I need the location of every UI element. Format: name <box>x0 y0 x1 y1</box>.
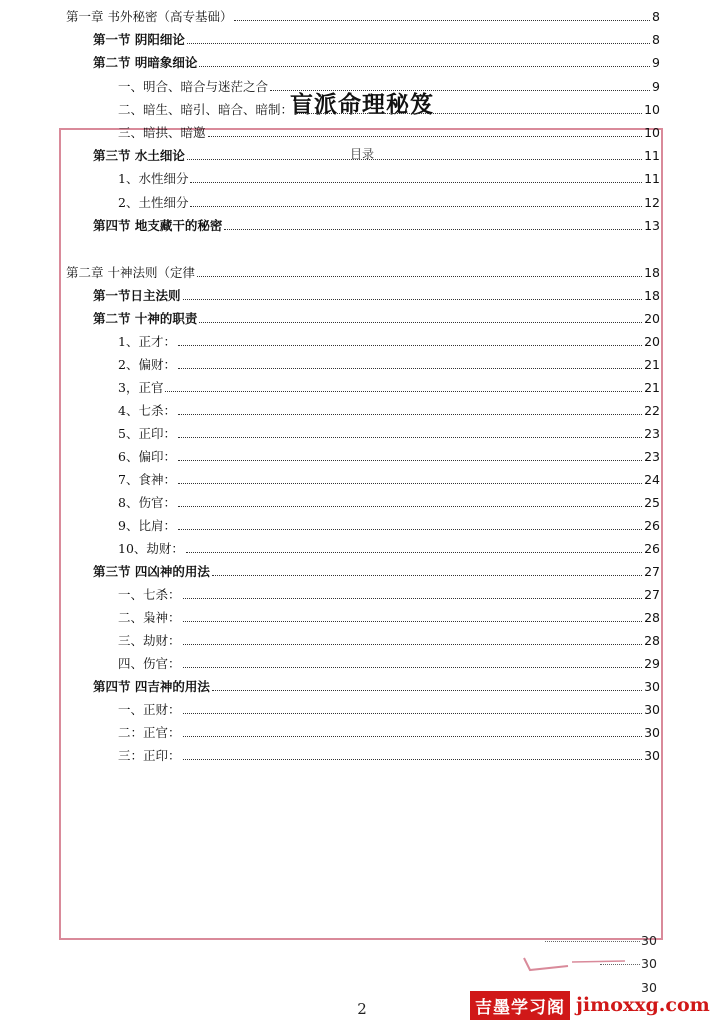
leader-dots <box>178 345 642 346</box>
toc-entry-label: 二：正官： <box>118 725 181 740</box>
leader-dots <box>183 644 643 645</box>
toc-entry-page: 28 <box>644 610 660 625</box>
toc-entry[interactable] <box>93 304 660 326</box>
toc-entry-page: 23 <box>644 449 660 464</box>
toc-entry-label: 1、正才： <box>118 334 176 349</box>
toc-entry-label: 2、土性细分 <box>118 194 189 210</box>
toc-entry-label: 第三节 水土细论 <box>93 148 185 164</box>
page-number-label: 30 <box>641 933 657 948</box>
toc-entry-label: 第一章 书外秘密（高专基础） <box>66 9 233 24</box>
toc-entry-label: 第一节 阴阳细论 <box>93 32 185 48</box>
toc-entry[interactable] <box>93 557 660 579</box>
toc-entry-label: 一、七杀： <box>118 587 181 602</box>
toc-entry[interactable] <box>93 25 660 47</box>
toc-entry[interactable] <box>93 48 660 70</box>
toc-entry-page: 20 <box>644 334 660 349</box>
toc-entry-page: 10 <box>644 101 660 117</box>
toc-entry-page: 30 <box>644 748 660 763</box>
toc-entry-label: 3，正官 <box>118 380 164 395</box>
toc-entry-page: 13 <box>644 217 660 233</box>
toc-entry[interactable] <box>118 741 660 763</box>
toc-entry-page: 22 <box>644 403 660 418</box>
toc-entry-page: 28 <box>644 633 660 648</box>
toc-entry[interactable] <box>118 188 660 210</box>
toc-entry[interactable] <box>93 281 660 303</box>
leader-dots <box>178 368 642 369</box>
toc-entry-page: 8 <box>652 32 660 48</box>
leader-dots <box>295 113 642 114</box>
leader-dots <box>545 941 640 942</box>
leader-dots <box>199 66 650 67</box>
toc-entry[interactable] <box>118 718 660 740</box>
leader-dots <box>183 759 643 760</box>
toc-entry-page: 30 <box>644 679 660 694</box>
toc-entry[interactable] <box>93 672 660 694</box>
leader-dots <box>197 276 642 277</box>
leader-dots <box>187 159 642 160</box>
toc-entry[interactable] <box>66 258 660 280</box>
toc-entry[interactable] <box>118 442 660 464</box>
leader-dots <box>234 20 650 21</box>
toc-entry-label: 第二节 明暗象细论 <box>93 55 198 71</box>
leader-dots <box>183 736 643 737</box>
toc-entry-page: 18 <box>644 288 660 303</box>
toc-entry-page: 26 <box>644 518 660 533</box>
toc-entry[interactable] <box>118 350 660 372</box>
toc-entry[interactable] <box>118 603 660 625</box>
toc-entry[interactable] <box>118 327 660 349</box>
page-number: 2 <box>357 1000 367 1018</box>
toc-entry-label: 第四节 四吉神的用法 <box>93 679 210 694</box>
toc-entry-page: 11 <box>644 148 660 164</box>
toc-entry-label: 第四节 地支藏干的秘密 <box>93 217 223 233</box>
toc-entry-label: 第二节 十神的职责 <box>93 311 198 326</box>
leader-dots <box>224 229 642 230</box>
toc-entry[interactable] <box>93 211 660 233</box>
toc-entry-page: 11 <box>644 171 660 187</box>
page-number-label: 30 <box>641 956 657 971</box>
leader-dots <box>178 437 642 438</box>
toc-entry[interactable] <box>66 2 660 24</box>
toc-entry-label: 二、暗生、暗引、暗合、暗制： <box>118 101 294 117</box>
leader-dots <box>178 483 642 484</box>
toc-entry[interactable] <box>118 373 660 395</box>
leader-dots <box>178 529 642 530</box>
toc-entry-label: 二、枭神： <box>118 610 181 625</box>
toc-entry-page: 23 <box>644 426 660 441</box>
toc-entry-page: 9 <box>652 78 660 94</box>
leader-dots <box>199 322 642 323</box>
toc-entry-label: 第一节日主法则 <box>93 288 181 303</box>
toc-entry[interactable] <box>118 72 660 94</box>
document-title: 盲派命理秘笈 <box>290 91 434 118</box>
toc-entry-page: 12 <box>644 194 660 210</box>
toc-entry-label: 9、比肩： <box>118 518 176 533</box>
leader-dots <box>212 575 642 576</box>
toc-entry-label: 2、偏财： <box>118 357 176 372</box>
leader-dots <box>190 182 642 183</box>
toc-entry[interactable] <box>118 164 660 186</box>
toc-entry[interactable] <box>118 95 660 117</box>
toc-entry-page: 27 <box>644 564 660 579</box>
leader-dots <box>183 299 643 300</box>
toc-entry-label: 三、暗拱、暗邀 <box>118 125 206 140</box>
toc-entry-label: 一、明合、暗合与迷茫之合 <box>118 78 269 94</box>
toc-entry-label: 三：正印： <box>118 748 181 763</box>
toc-entry-page: 9 <box>652 55 660 71</box>
toc-entry-page: 8 <box>652 9 660 24</box>
leader-dots <box>178 506 642 507</box>
leader-dots <box>183 621 643 622</box>
toc-entry-page: 29 <box>644 656 660 671</box>
leader-dots <box>212 690 642 691</box>
toc-entry-label: 三、劫财： <box>118 633 181 648</box>
toc-entry[interactable] <box>118 511 660 533</box>
toc-entry[interactable] <box>118 695 660 717</box>
watermark-cn: 吉墨学习阁 <box>470 991 570 1020</box>
toc-entry-page: 25 <box>644 495 660 510</box>
toc-entry-label: 四、伤官： <box>118 656 181 671</box>
toc-entry[interactable] <box>118 465 660 487</box>
toc-entry-label: 8、伤官： <box>118 495 176 510</box>
leader-dots <box>178 460 642 461</box>
page-number-label: 30 <box>641 980 657 995</box>
toc-entry[interactable] <box>118 419 660 441</box>
toc-entry[interactable] <box>118 488 660 510</box>
toc-entry-page: 30 <box>644 725 660 740</box>
toc-entry-label: 6、偏印： <box>118 449 176 464</box>
toc-entry[interactable] <box>118 649 660 671</box>
toc-entry-page: 24 <box>644 472 660 487</box>
leader-dots <box>165 391 642 392</box>
toc-entry-page: 18 <box>644 265 660 280</box>
toc-entry-label: 第三节 四凶神的用法 <box>93 564 210 579</box>
leader-dots <box>208 136 643 137</box>
toc-entry[interactable] <box>118 396 660 418</box>
leader-dots <box>187 43 650 44</box>
leader-dots <box>183 598 643 599</box>
toc-entry-page: 20 <box>644 311 660 326</box>
watermark-en: jimoxxg.com <box>576 994 710 1016</box>
toc-entry[interactable] <box>118 534 660 556</box>
toc-entry-label: 5、正印： <box>118 426 176 441</box>
toc-entry-label: 第二章 十神法则（定律 <box>66 265 195 280</box>
toc-entry-page: 26 <box>644 541 660 556</box>
toc-entry-page: 30 <box>644 702 660 717</box>
leader-dots <box>183 713 643 714</box>
toc-entry[interactable] <box>93 141 660 163</box>
toc-entry[interactable] <box>118 580 660 602</box>
toc-entry-page: 21 <box>644 380 660 395</box>
toc-entry-label: 7、食神： <box>118 472 176 487</box>
toc-entry[interactable] <box>118 626 660 648</box>
stray-annotation-mark <box>520 952 630 977</box>
toc-entry-page: 27 <box>644 587 660 602</box>
toc-entry-label: 一、正财： <box>118 702 181 717</box>
leader-dots <box>270 90 650 91</box>
toc-entry[interactable] <box>118 118 660 140</box>
toc-entry-label: 4、七杀： <box>118 403 176 418</box>
leader-dots <box>183 667 643 668</box>
leader-dots <box>178 414 642 415</box>
toc-entry-page: 21 <box>644 357 660 372</box>
toc-entry-label: 10、劫财： <box>118 541 184 556</box>
toc-entry-label: 1、水性细分 <box>118 171 189 187</box>
toc-heading: 目录 <box>349 147 374 161</box>
leader-dots <box>186 552 642 553</box>
watermark <box>470 990 724 1020</box>
leader-dots <box>190 206 642 207</box>
toc-entry-page: 10 <box>644 125 660 140</box>
